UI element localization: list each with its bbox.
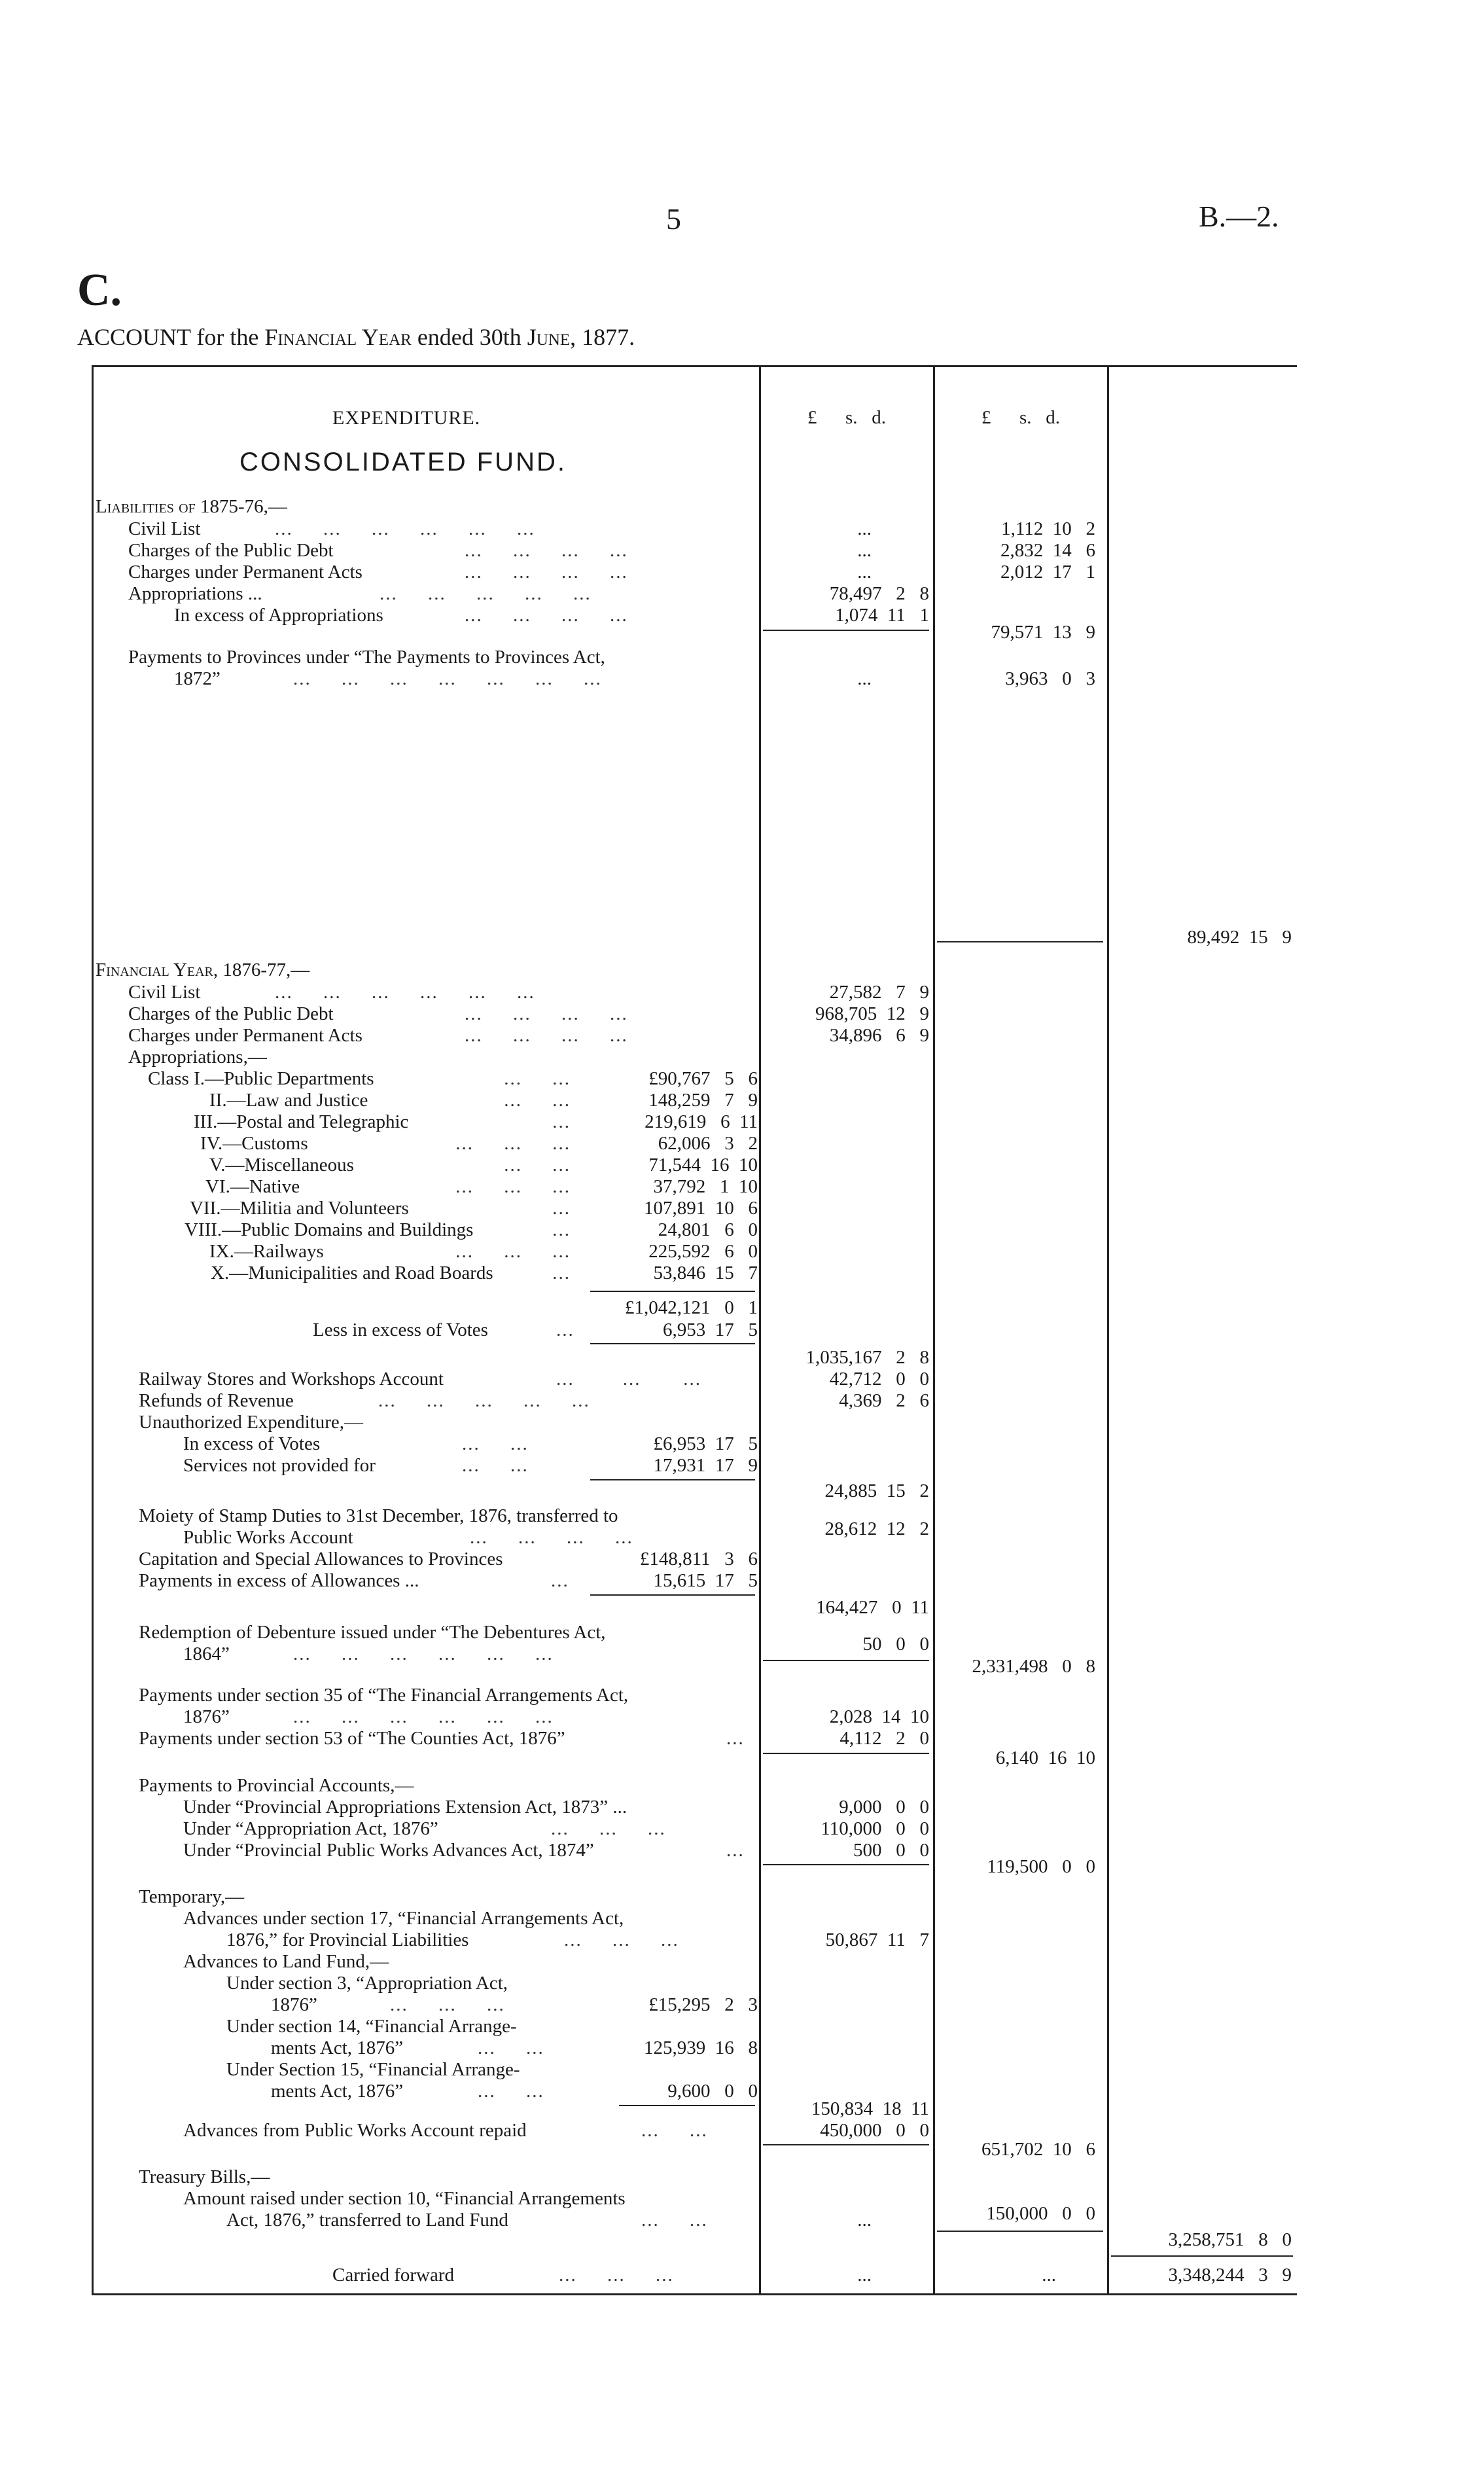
table-bottom-rule <box>92 2293 1297 2295</box>
unauth-heading: Unauthorized Expenditure,— <box>139 1412 364 1433</box>
liab-appropriations: Appropriations ... <box>128 583 262 604</box>
adv17-c1: 50,867 11 7 <box>825 1929 929 1950</box>
less-excess-votes: Less in excess of Votes <box>313 1319 488 1340</box>
approp-class-6-amount: 37,792 1 10 <box>653 1176 758 1197</box>
liab-provinces-c2: 3,963 0 3 <box>1005 668 1095 689</box>
classes-total: £1,042,121 0 1 <box>625 1297 758 1318</box>
unauth-services-dots: ... ... <box>462 1455 529 1476</box>
grand-c3: 3,258,751 8 0 <box>1168 2229 1292 2250</box>
liab-excess-approp: In excess of Appropriations <box>174 605 383 626</box>
approp-class-1-amount: £90,767 5 6 <box>648 1068 758 1089</box>
approp-class-10-amount: 53,846 15 7 <box>653 1263 758 1283</box>
land-s3-line2: 1876” <box>271 1994 317 2015</box>
liab-approp-total-c2: 79,571 13 9 <box>991 622 1095 643</box>
land-s3-line1: Under section 3, “Appropriation Act, <box>226 1973 508 1994</box>
liab-provinces-c1: ... <box>857 668 872 689</box>
land-s15-dots: ... ... <box>478 2081 544 2102</box>
net-approp-c1: 1,035,167 2 8 <box>805 1347 929 1368</box>
s53-label: Payments under section 53 of “The Counties Act, 1876” <box>139 1728 565 1749</box>
approp-class-1: Class I.—Public Departments <box>148 1068 374 1089</box>
temp-total-c2: 651,702 10 6 <box>981 2139 1095 2160</box>
land-s14-line1: Under section 14, “Financial Arrange- <box>226 2016 517 2037</box>
adv17-line2: 1876,” for Provincial Liabilities <box>226 1929 469 1950</box>
s35-line1: Payments under section 35 of “The Financial Arrangements Act, <box>139 1685 629 1706</box>
col3-left-rule <box>1107 367 1109 2293</box>
rule-c3 <box>1111 2255 1293 2257</box>
table-top-rule <box>92 365 1297 367</box>
tb-c1: ... <box>857 2210 872 2231</box>
title-prefix: ACCOUNT for the <box>77 324 259 350</box>
carried-forward: Carried forward <box>332 2265 454 2286</box>
less-excess-votes-amt: 6,953 17 5 <box>663 1319 758 1340</box>
liabilities-heading: Liabilities of 1875-76,— <box>96 496 287 517</box>
liab-public-debt-dots: ... ... ... ... <box>465 540 628 561</box>
fy-heading: Financial Year, 1876-77,— <box>96 959 310 980</box>
fy-civil-list-dots: ... ... ... ... ... ... <box>275 982 535 1003</box>
fy-permanent-acts-dots: ... ... ... ... <box>465 1025 628 1046</box>
land-s15-line2: ments Act, 1876” <box>271 2081 404 2102</box>
liab-provinces-line2: 1872” <box>174 668 221 689</box>
liab-civil-list: Civil List <box>128 518 201 539</box>
capitation-amt: £148,811 3 6 <box>639 1549 758 1569</box>
liab-civil-list-c1: ... <box>857 518 872 539</box>
approp-class-10-dots: ... <box>552 1263 571 1283</box>
title-financial-year: Financial Year <box>264 324 412 350</box>
approp-class-9: IX.—Railways <box>209 1241 324 1262</box>
s35-line2: 1876” <box>183 1706 230 1727</box>
temp-heading: Temporary,— <box>139 1886 245 1907</box>
fy-permanent-acts: Charges under Permanent Acts <box>128 1025 362 1046</box>
approp-class-6-dots: ... ... ... <box>455 1176 571 1197</box>
carried-forward-c3: 3,348,244 3 9 <box>1168 2265 1292 2286</box>
carried-forward-dots: ... ... ... <box>559 2265 674 2286</box>
fy-civil-list-c1: 27,582 7 9 <box>829 982 929 1003</box>
document-reference: B.—2. <box>1199 200 1279 233</box>
land-s3-amt: £15,295 2 3 <box>648 1994 758 2015</box>
railway-dots: ... ... ... <box>556 1369 701 1389</box>
land-heading: Advances to Land Fund,— <box>183 1951 389 1972</box>
approp-class-4-amount: 62,006 3 2 <box>658 1133 758 1154</box>
approp-class-1-dots: ... ... <box>504 1068 571 1089</box>
col2-currency-header: £ s. d. <box>981 407 1061 428</box>
approp-class-2: II.—Law and Justice <box>209 1090 368 1111</box>
allow-c1: 164,427 0 11 <box>816 1597 929 1618</box>
less-excess-votes-dots: ... <box>556 1319 574 1340</box>
prov-heading: Payments to Provincial Accounts,— <box>139 1775 414 1796</box>
s53-c1: 4,112 2 0 <box>839 1728 929 1749</box>
approp-class-3-dots: ... <box>552 1111 571 1132</box>
s35-c1: 2,028 14 10 <box>829 1706 929 1727</box>
approp-class-5-amount: 71,544 16 10 <box>648 1155 758 1175</box>
rule-fy-c1 <box>763 1660 929 1661</box>
fy-permanent-acts-c1: 34,896 6 9 <box>829 1025 929 1046</box>
carried-forward-c2: ... <box>1042 2265 1056 2286</box>
capitation: Capitation and Special Allowances to Provinces <box>139 1549 503 1569</box>
col1-left-rule <box>759 367 761 2293</box>
approp-class-4: IV.—Customs <box>200 1133 308 1154</box>
approp-class-5: V.—Miscellaneous <box>209 1155 354 1175</box>
rule-less <box>590 1343 755 1344</box>
liab-permanent-acts-c2: 2,012 17 1 <box>1000 562 1095 583</box>
tb-heading: Treasury Bills,— <box>139 2166 270 2187</box>
moiety-line2: Public Works Account <box>183 1527 353 1548</box>
fy-civil-list: Civil List <box>128 982 201 1003</box>
approp-class-2-amount: 148,259 7 9 <box>648 1090 758 1111</box>
moiety-line1: Moiety of Stamp Duties to 31st December, 1876, transferred to <box>139 1505 618 1526</box>
liab-public-debt-c2: 2,832 14 6 <box>1000 540 1095 561</box>
approp-class-7-amount: 107,891 10 6 <box>644 1198 758 1219</box>
rule-unauth <box>590 1479 755 1480</box>
approp-class-10: X.—Municipalities and Road Boards <box>211 1263 493 1283</box>
refunds-revenue-c1: 4,369 2 6 <box>839 1390 929 1411</box>
rule-liab-c1 <box>763 630 929 631</box>
approp-class-9-amount: 225,592 6 0 <box>648 1241 758 1262</box>
approp-class-6: VI.—Native <box>205 1176 300 1197</box>
liab-provinces-dots: ... ... ... ... ... ... ... <box>293 668 602 689</box>
redemption-c1: 50 0 0 <box>862 1634 929 1655</box>
s35-dots: ... ... ... ... ... ... <box>293 1706 554 1727</box>
fy-appropriations-heading: Appropriations,— <box>128 1047 267 1067</box>
s53-dots: ... <box>726 1728 745 1749</box>
title-end: , 1877. <box>570 324 635 350</box>
prov-row-1874-c1: 500 0 0 <box>853 1840 929 1861</box>
refunds-dots: ... ... ... ... ... <box>378 1390 590 1411</box>
prov-row-1876-c1: 110,000 0 0 <box>821 1818 929 1839</box>
approp-class-2-dots: ... ... <box>504 1090 571 1111</box>
land-s14-amt: 125,939 16 8 <box>644 2037 758 2058</box>
section-letter: C. <box>77 265 122 315</box>
page-number: 5 <box>666 202 681 236</box>
pw-repaid: Advances from Public Works Account repaid <box>183 2120 527 2141</box>
unauth-excess-votes: In excess of Votes <box>183 1433 321 1454</box>
pw-repaid-c1: 450,000 0 0 <box>820 2120 929 2141</box>
moiety-c1: 28,612 12 2 <box>824 1518 929 1539</box>
prov-1874-dots: ... <box>726 1840 745 1861</box>
moiety-dots: ... ... ... ... <box>470 1527 633 1548</box>
approp-class-8: VIII.—Public Domains and Buildings <box>185 1219 474 1240</box>
liab-appropriations-dots: ... ... ... ... ... <box>380 583 592 604</box>
fund-heading: CONSOLIDATED FUND. <box>239 448 567 476</box>
adv17-dots: ... ... ... <box>564 1929 679 1950</box>
rule-classes <box>590 1291 755 1292</box>
liab-appropriations-c1: 78,497 2 8 <box>829 583 929 604</box>
land-s15-amt: 9,600 0 0 <box>667 2081 758 2102</box>
land-s3-dots: ... ... ... <box>390 1994 505 2015</box>
land-c1: 150,834 18 11 <box>811 2098 929 2119</box>
rule-s-c1 <box>763 1753 929 1754</box>
prov-row-1876: Under “Appropriation Act, 1876” <box>183 1818 438 1839</box>
railway-stores: Railway Stores and Workshops Account <box>139 1369 444 1389</box>
liab-excess-approp-dots: ... ... ... ... <box>465 605 628 626</box>
tb-dots: ... ... <box>641 2210 708 2231</box>
prov-row-1874: Under “Provincial Public Works Advances Act, 1874” <box>183 1840 594 1861</box>
prov-total-c2: 119,500 0 0 <box>987 1856 1095 1877</box>
land-s15-line1: Under Section 15, “Financial Arrange- <box>226 2059 520 2080</box>
tb-line2: Act, 1876,” transferred to Land Fund <box>226 2210 508 2231</box>
title-month: June <box>527 324 571 350</box>
rule-prov-c1 <box>763 1864 929 1865</box>
redemption-line1: Redemption of Debenture issued under “The Debentures Act, <box>139 1622 606 1643</box>
rule-temp-c1 <box>763 2144 929 2145</box>
approp-class-3-amount: 219,619 6 11 <box>645 1111 758 1132</box>
liab-total-c3: 89,492 15 9 <box>1187 927 1292 948</box>
fy-public-debt-dots: ... ... ... ... <box>465 1003 628 1024</box>
liab-excess-approp-c1: 1,074 11 1 <box>835 605 929 626</box>
prov-1876-dots: ... ... ... <box>551 1818 666 1839</box>
pw-dots: ... ... <box>641 2120 708 2141</box>
excess-allow-dots: ... <box>551 1570 569 1591</box>
approp-class-8-amount: 24,801 6 0 <box>658 1219 758 1240</box>
unauth-services: Services not provided for <box>183 1455 376 1476</box>
carried-forward-c1: ... <box>857 2265 872 2286</box>
unauth-excess-votes-amt: £6,953 17 5 <box>653 1433 758 1454</box>
land-s14-dots: ... ... <box>478 2037 544 2058</box>
liab-civil-list-c2: 1,112 10 2 <box>1001 518 1095 539</box>
rule-liab-c2 <box>937 941 1103 942</box>
unauth-services-amt: 17,931 17 9 <box>653 1455 758 1476</box>
fy-total-c2: 2,331,498 0 8 <box>972 1656 1095 1677</box>
liab-permanent-acts-dots: ... ... ... ... <box>465 562 628 583</box>
approp-class-3: III.—Postal and Telegraphic <box>194 1111 409 1132</box>
unauth-c1: 24,885 15 2 <box>824 1480 929 1501</box>
redemption-dots: ... ... ... ... ... ... <box>293 1643 554 1664</box>
col2-left-rule <box>933 367 935 2293</box>
railway-stores-c1: 42,712 0 0 <box>829 1369 929 1389</box>
s-total-c2: 6,140 16 10 <box>995 1748 1095 1768</box>
liab-provinces-line1: Payments to Provinces under “The Payments to Provinces Act, <box>128 647 605 668</box>
approp-class-7: VII.—Militia and Volunteers <box>190 1198 409 1219</box>
fy-public-debt: Charges of the Public Debt <box>128 1003 334 1024</box>
title-mid: ended 30th <box>417 324 521 350</box>
rule-allow <box>590 1594 755 1596</box>
expenditure-heading: EXPENDITURE. <box>332 407 481 429</box>
unauth-excess-votes-dots: ... ... <box>462 1433 529 1454</box>
liab-public-debt-c1: ... <box>857 540 872 561</box>
liab-permanent-acts-c1: ... <box>857 562 872 583</box>
prov-row-1873: Under “Provincial Appropriations Extension Act, 1873” ... <box>183 1797 627 1818</box>
liab-public-debt: Charges of the Public Debt <box>128 540 334 561</box>
rule-land <box>619 2105 755 2106</box>
adv17-line1: Advances under section 17, “Financial Arrangements Act, <box>183 1908 624 1929</box>
prov-row-1873-c1: 9,000 0 0 <box>839 1797 929 1818</box>
redemption-line2: 1864” <box>183 1643 230 1664</box>
approp-class-4-dots: ... ... ... <box>455 1133 571 1154</box>
approp-class-7-dots: ... <box>552 1198 571 1219</box>
excess-allowances: Payments in excess of Allowances ... <box>139 1570 419 1591</box>
tb-line1: Amount raised under section 10, “Financial Arrangements <box>183 2188 626 2209</box>
approp-class-9-dots: ... ... ... <box>455 1241 571 1262</box>
rule-tb-c2 <box>937 2231 1103 2232</box>
page-title <box>77 323 635 351</box>
liab-civil-list-dots: ... ... ... ... ... ... <box>275 518 535 539</box>
tb-c2: 150,000 0 0 <box>986 2203 1095 2224</box>
land-s14-line2: ments Act, 1876” <box>271 2037 404 2058</box>
col1-currency-header: £ s. d. <box>807 407 887 428</box>
approp-class-8-dots: ... <box>552 1219 571 1240</box>
liab-permanent-acts: Charges under Permanent Acts <box>128 562 362 583</box>
fy-public-debt-c1: 968,705 12 9 <box>815 1003 929 1024</box>
approp-class-5-dots: ... ... <box>504 1155 571 1175</box>
excess-allowances-amt: 15,615 17 5 <box>653 1570 758 1591</box>
table-left-rule <box>92 365 94 2295</box>
refunds-revenue: Refunds of Revenue <box>139 1390 294 1411</box>
